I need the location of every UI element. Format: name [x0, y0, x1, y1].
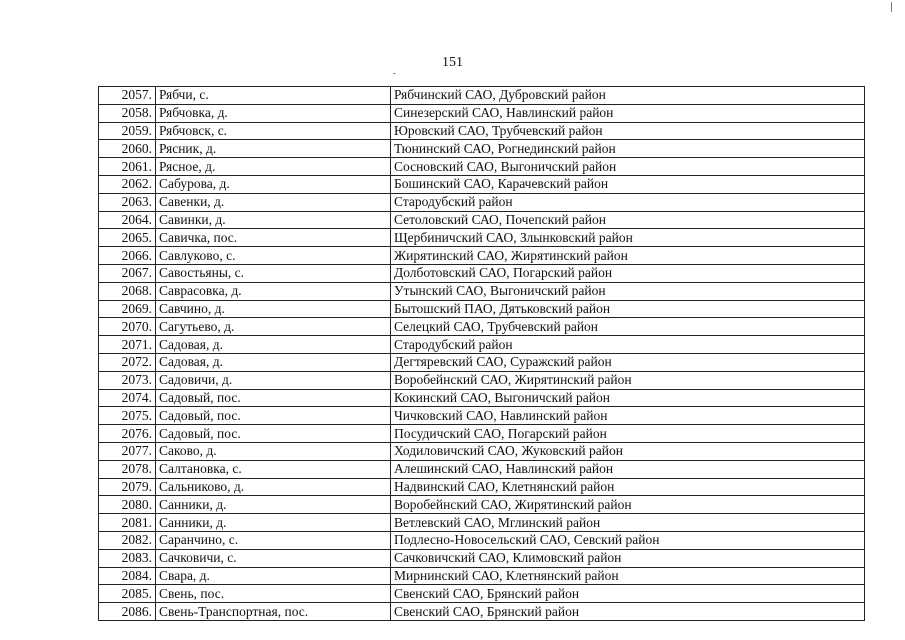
table-row	[99, 247, 865, 265]
row-number-cell: 2074.	[99, 389, 156, 407]
row-number-cell: 2058.	[99, 104, 156, 122]
table-row	[99, 407, 865, 425]
administrative-district-cell: Сетоловский САО, Почепский район	[391, 211, 865, 229]
row-number-cell: 2073.	[99, 371, 156, 389]
row-number-cell: 2079.	[99, 478, 156, 496]
table-row	[99, 353, 865, 371]
table-row	[99, 264, 865, 282]
settlement-name-cell: Садовая, д.	[156, 353, 391, 371]
row-number-cell: 2059.	[99, 122, 156, 140]
settlement-name-cell: Савостьяны, с.	[156, 264, 391, 282]
settlement-name-cell: Салтановка, с.	[156, 460, 391, 478]
administrative-district-cell: Стародубский район	[391, 193, 865, 211]
administrative-district-cell: Селецкий САО, Трубчевский район	[391, 318, 865, 336]
administrative-district-cell: Чичковский САО, Навлинский район	[391, 407, 865, 425]
table-row	[99, 300, 865, 318]
table-row	[99, 514, 865, 532]
row-number-cell: 2077.	[99, 442, 156, 460]
table-row	[99, 211, 865, 229]
page-number: 151	[442, 55, 463, 70]
administrative-district-cell: Ветлевский САО, Мглинский район	[391, 514, 865, 532]
row-number-cell: 2082.	[99, 531, 156, 549]
administrative-district-cell: Сачковичский САО, Климовский район	[391, 549, 865, 567]
administrative-district-cell: Сосновский САО, Выгоничский район	[391, 158, 865, 176]
row-number-cell: 2084.	[99, 567, 156, 585]
table-row	[99, 193, 865, 211]
table-row	[99, 425, 865, 443]
table-row	[99, 229, 865, 247]
administrative-district-cell: Стародубский район	[391, 336, 865, 354]
table-row	[99, 585, 865, 603]
administrative-district-cell: Кокинский САО, Выгоничский район	[391, 389, 865, 407]
table-row	[99, 282, 865, 300]
row-number-cell: 2060.	[99, 140, 156, 158]
table-row	[99, 122, 865, 140]
settlement-name-cell: Сальниково, д.	[156, 478, 391, 496]
administrative-district-cell: Тюнинский САО, Рогнединский район	[391, 140, 865, 158]
administrative-district-cell: Дегтяревский САО, Суражский район	[391, 353, 865, 371]
row-number-cell: 2066.	[99, 247, 156, 265]
scan-edge-mark	[891, 2, 892, 12]
table-row	[99, 87, 865, 105]
table-row	[99, 567, 865, 585]
administrative-district-cell: Воробейнский САО, Жирятинский район	[391, 496, 865, 514]
row-number-cell: 2057.	[99, 87, 156, 105]
administrative-district-cell: Ходиловичский САО, Жуковский район	[391, 442, 865, 460]
settlement-name-cell: Садовая, д.	[156, 336, 391, 354]
table-row	[99, 175, 865, 193]
table-row	[99, 478, 865, 496]
row-number-cell: 2080.	[99, 496, 156, 514]
settlement-name-cell: Сагутьево, д.	[156, 318, 391, 336]
administrative-district-cell: Алешинский САО, Навлинский район	[391, 460, 865, 478]
administrative-district-cell: Бошинский САО, Карачевский район	[391, 175, 865, 193]
table-row	[99, 158, 865, 176]
settlement-name-cell: Сабурова, д.	[156, 175, 391, 193]
settlement-name-cell: Саранчино, с.	[156, 531, 391, 549]
settlement-name-cell: Свень-Транспортная, пос.	[156, 603, 391, 621]
settlement-name-cell: Садовый, пос.	[156, 425, 391, 443]
settlement-name-cell: Садовый, пос.	[156, 389, 391, 407]
administrative-district-cell: Щербиничский САО, Злынковский район	[391, 229, 865, 247]
row-number-cell: 2081.	[99, 514, 156, 532]
table-row	[99, 531, 865, 549]
row-number-cell: 2078.	[99, 460, 156, 478]
row-number-cell: 2083.	[99, 549, 156, 567]
row-number-cell: 2086.	[99, 603, 156, 621]
table-row	[99, 460, 865, 478]
row-number-cell: 2068.	[99, 282, 156, 300]
settlement-name-cell: Саково, д.	[156, 442, 391, 460]
administrative-district-cell: Утынский САО, Выгоничский район	[391, 282, 865, 300]
settlement-name-cell: Савлуково, с.	[156, 247, 391, 265]
settlement-name-cell: Рябчовка, д.	[156, 104, 391, 122]
settlement-name-cell: Садовый, пос.	[156, 407, 391, 425]
settlement-name-cell: Рясник, д.	[156, 140, 391, 158]
settlements-table	[98, 86, 865, 621]
row-number-cell: 2069.	[99, 300, 156, 318]
administrative-district-cell: Жирятинский САО, Жирятинский район	[391, 247, 865, 265]
table-row	[99, 442, 865, 460]
administrative-district-cell: Надвинский САО, Клетнянский район	[391, 478, 865, 496]
administrative-district-cell: Воробейнский САО, Жирятинский район	[391, 371, 865, 389]
settlement-name-cell: Садовичи, д.	[156, 371, 391, 389]
administrative-district-cell: Бытошский ПАО, Дятьковский район	[391, 300, 865, 318]
settlement-name-cell: Рябчи, с.	[156, 87, 391, 105]
table-row	[99, 336, 865, 354]
settlement-name-cell: Савчино, д.	[156, 300, 391, 318]
administrative-district-cell: Подлесно-Новосельский САО, Севский район	[391, 531, 865, 549]
row-number-cell: 2071.	[99, 336, 156, 354]
row-number-cell: 2061.	[99, 158, 156, 176]
settlement-name-cell: Савинки, д.	[156, 211, 391, 229]
administrative-district-cell: Мирнинский САО, Клетнянский район	[391, 567, 865, 585]
settlement-name-cell: Рясное, д.	[156, 158, 391, 176]
settlement-name-cell: Свень, пос.	[156, 585, 391, 603]
row-number-cell: 2067.	[99, 264, 156, 282]
scan-speck	[393, 73, 396, 74]
row-number-cell: 2075.	[99, 407, 156, 425]
table-row	[99, 549, 865, 567]
settlement-name-cell: Санники, д.	[156, 496, 391, 514]
settlement-name-cell: Рябчовск, с.	[156, 122, 391, 140]
administrative-district-cell: Юровский САО, Трубчевский район	[391, 122, 865, 140]
table-row	[99, 389, 865, 407]
settlement-name-cell: Санники, д.	[156, 514, 391, 532]
row-number-cell: 2070.	[99, 318, 156, 336]
settlements-table-body	[99, 87, 865, 621]
table-row	[99, 104, 865, 122]
table-row	[99, 371, 865, 389]
table-row	[99, 603, 865, 621]
administrative-district-cell: Свенский САО, Брянский район	[391, 585, 865, 603]
administrative-district-cell: Свенский САО, Брянский район	[391, 603, 865, 621]
administrative-district-cell: Синезерский САО, Навлинский район	[391, 104, 865, 122]
settlement-name-cell: Савичка, пос.	[156, 229, 391, 247]
administrative-district-cell: Долботовский САО, Погарский район	[391, 264, 865, 282]
row-number-cell: 2064.	[99, 211, 156, 229]
table-row	[99, 496, 865, 514]
settlement-name-cell: Саврасовка, д.	[156, 282, 391, 300]
administrative-district-cell: Посудичский САО, Погарский район	[391, 425, 865, 443]
row-number-cell: 2072.	[99, 353, 156, 371]
settlement-name-cell: Сачковичи, с.	[156, 549, 391, 567]
row-number-cell: 2085.	[99, 585, 156, 603]
settlement-name-cell: Савенки, д.	[156, 193, 391, 211]
row-number-cell: 2076.	[99, 425, 156, 443]
row-number-cell: 2062.	[99, 175, 156, 193]
row-number-cell: 2065.	[99, 229, 156, 247]
table-row	[99, 318, 865, 336]
settlement-name-cell: Свара, д.	[156, 567, 391, 585]
administrative-district-cell: Рябчинский САО, Дубровский район	[391, 87, 865, 105]
row-number-cell: 2063.	[99, 193, 156, 211]
table-row	[99, 140, 865, 158]
